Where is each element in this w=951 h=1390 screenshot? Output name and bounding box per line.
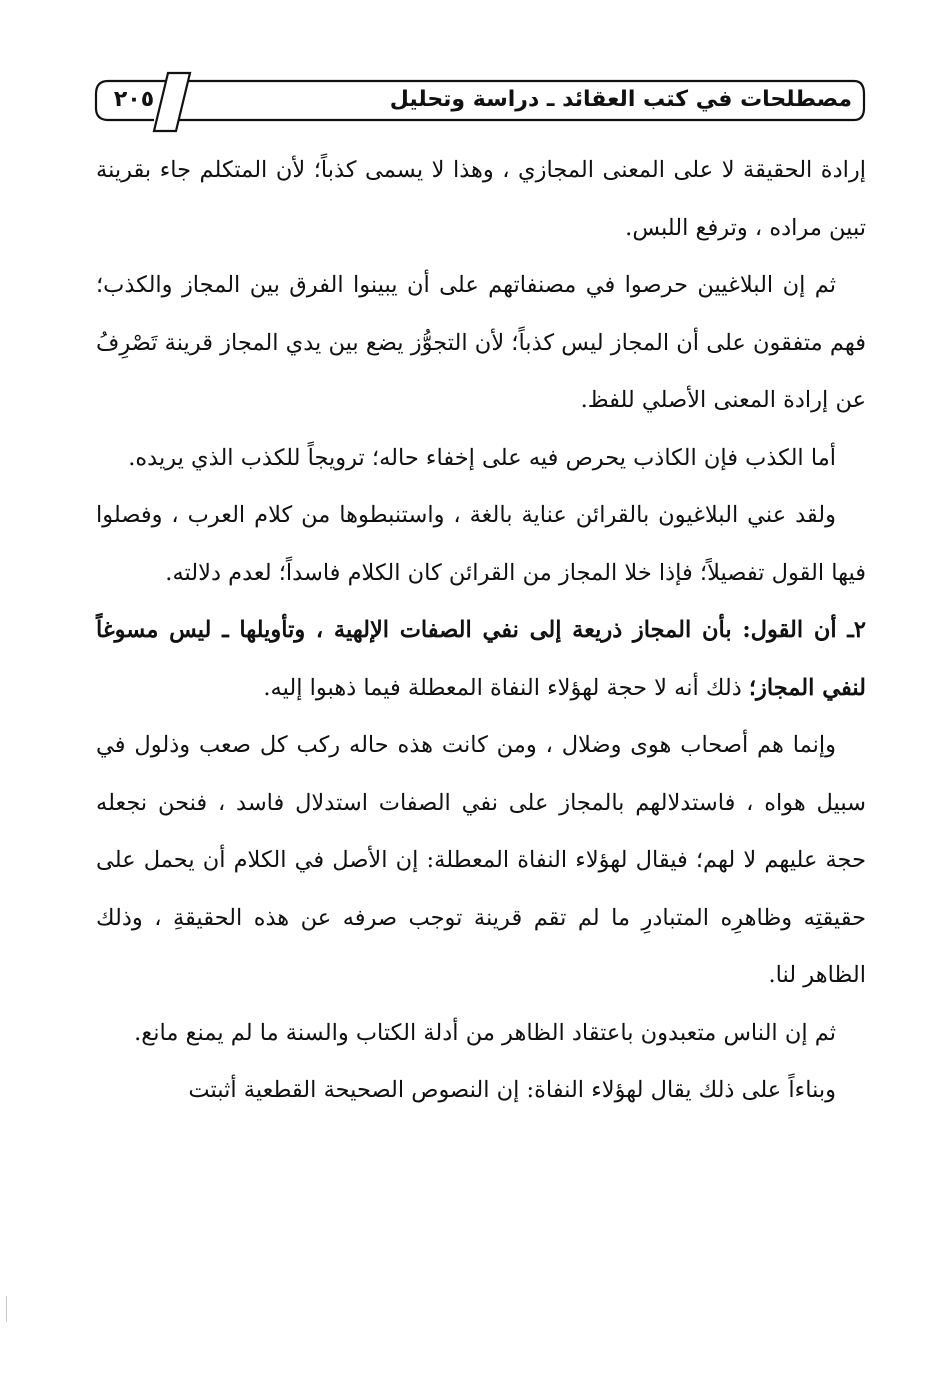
scan-edge-mark [6,1296,7,1322]
point-heading: ٢ـ أن القول: بأن المجاز ذريعة إلى نفي الصفات الإلهية ، وتأويلها ـ ليس مسوغاً لنفي المجاز؛ [96,617,866,701]
body-text [96,142,866,1120]
running-header [92,72,868,132]
point-text: ذلك أنه لا حجة لهؤلاء النفاة المعطلة فيما ذهبوا إليه. [263,674,749,701]
paragraph-continued: إرادة الحقيقة لا على المعنى المجازي ، وهذا لا يسمى كذباً؛ لأن المتكلم جاء بقرينة تبين مراده ، وترفع اللبس. [96,157,866,241]
paragraph: ثم إن البلاغيين حرصوا في مصنفاتهم على أن يبينوا الفرق بين المجاز والكذب؛ فهم متفقون على أن المجاز ليس كذباً؛ لأن التجوُّز يضع بين يدي المجاز قرينة تَصْرِفُ عن إرادة المعنى الأصلي للفظ. [96,272,866,413]
page-number: ٢٠٥ [113,87,155,112]
paragraph: وبناءاً على ذلك يقال لهؤلاء النفاة: إن النصوص الصحيحة القطعية أثبتت [188,1077,836,1103]
header-title: مصطلحات في كتب العقائد ـ دراسة وتحليل [389,87,852,112]
paragraph: وإنما هم أصحاب هوى وضلال ، ومن كانت هذه حاله ركب كل صعب وذلول في سبيل هواه ، فاستدلالهم بالمجاز على نفي الصفات استدلال فاسد ، فنحن نجعله حجة عليهم لا لهم؛ فيقال لهؤلاء النفاة المعطلة: إن الأصل في الكلام أن يحمل على حقيقتِه وظاهرِه المتبادرِ ما لم تقم قرينة توجب صرفه عن هذه الحقيقةِ ، وذلك الظاهر لنا. [96,732,866,988]
paragraph: ثم إن الناس متعبدون باعتقاد الظاهر من أدلة الكتاب والسنة ما لم يمنع مانع. [134,1019,836,1046]
paragraph: ولقد عني البلاغيون بالقرائن عناية بالغة ، واستنبطوها من كلام العرب ، وفصلوا فيها القول تفصيلاً؛ فإذا خلا المجاز من القرائن كان الكلام فاسداً؛ لعدم دلالته. [96,502,866,586]
paragraph: أما الكذب فإن الكاذب يحرص فيه على إخفاء حاله؛ ترويجاً للكذب الذي يريده. [128,444,836,471]
numbered-point-paragraph [96,602,866,717]
